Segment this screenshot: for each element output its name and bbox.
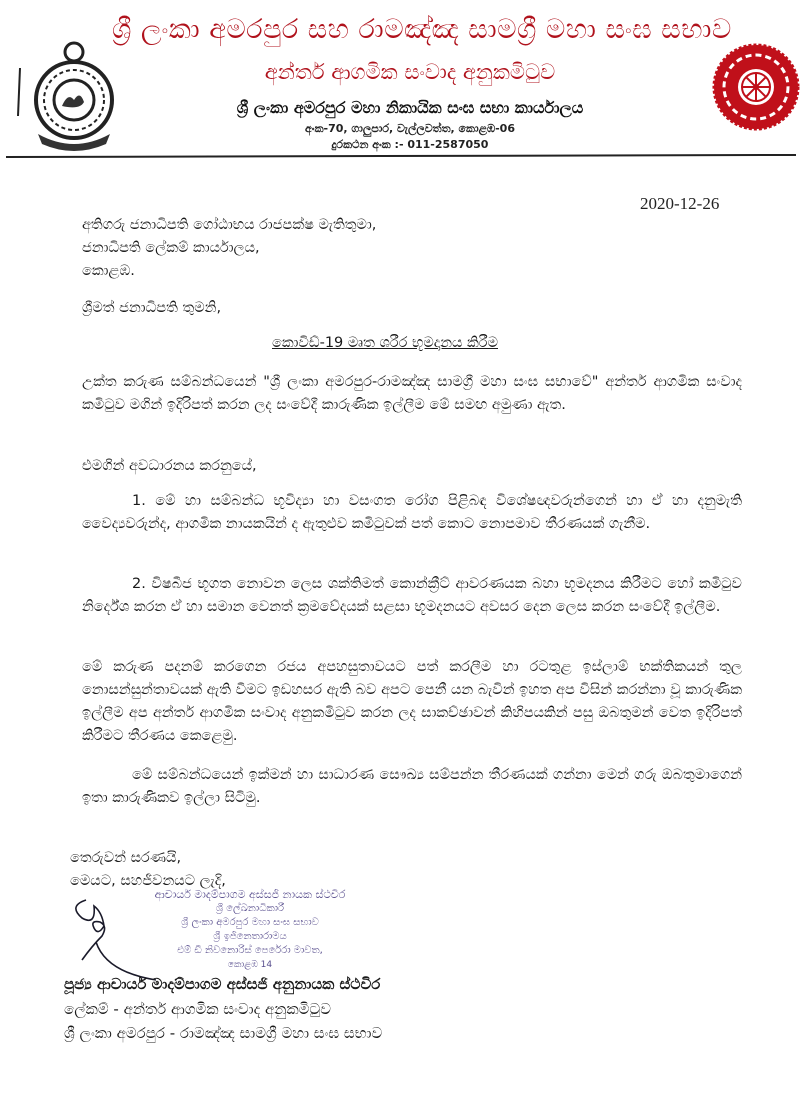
official-stamp <box>130 888 370 972</box>
letterhead-divider <box>6 154 796 158</box>
intro-paragraph: උක්ත කරුණ සම්බන්ධයෙන් "ශ්‍රී ලංකා අමරපුර-රාමඤ්ඤ සාමග්‍රී මහා සංඝ සභාවේ" අන්තර් ආගමික සංවාද කමිටුව මගින් ඉදිරිපත් කරන ලද සංවේදී කාරුණික ඉල්ලීම මේ සමඟ අමුණා ඇත. <box>82 374 742 413</box>
national-emblem-logo <box>16 38 116 154</box>
salutation: ශ්‍රීමත් ජනාධිපති තුමනි, <box>82 300 222 316</box>
letterhead-subtitle: අන්තර් ආගමික සංවාද අනුකමිටුව <box>264 60 556 84</box>
recipient-line: අතිගරු ජනාධිපති ගෝඨාභය රාජපක්ෂ මැතිතුමා, <box>82 217 377 233</box>
recipient-line: ජනාධිපති ලේකම් කාර්යාලය, <box>82 240 260 256</box>
signatory-role: ලේකම් - අන්තර් ආගමික සංවාද අනුකමිටුව <box>64 1000 331 1018</box>
subject-heading: කොවිඩ්-19 මෘත ශරීර භූමදානය කිරීම <box>272 335 498 351</box>
stamp-line: ශ්‍රී ලේඛනාධිකාරී <box>215 903 285 914</box>
paragraph-4: මේ සම්බන්ධයෙන් ඉක්මන් හා සාධාරණ සෞඛ්‍ය සම්පන්න තීරණයක් ගන්නා මෙන් ගරු ඔබතුමාගෙන් ඉතා කාරුණිකව ඉල්ලා සිටිමු. <box>82 767 742 806</box>
signatory-name: පූජ්‍ය ආචාර්ය මාදම්පාගම අස්සජි අනුනායක ස්ථවිර <box>64 975 381 993</box>
stamp-line: ආචාර්ය මාදම්පාගම අස්සජි නායක ස්ථවිර <box>154 888 346 901</box>
letter-date: 2020-12-26 <box>640 194 720 213</box>
closing-line: මෙයට, සහජීවනයට ලැදි, <box>70 873 226 889</box>
lead-in: එමගින් අවධාරනය කරනුයේ, <box>82 458 257 474</box>
closing-line: තෙරුවන් සරණයි, <box>70 850 182 866</box>
letterhead-title: ශ්‍රී ලංකා අමරපුර සහ රාමඤ්ඤ සාමග්‍රී මහා සංඝ සභාව <box>112 14 732 45</box>
stamp-line: ශ්‍රී ඉජිනෙතාරාමය <box>213 931 287 942</box>
dharma-wheel-seal-logo <box>712 43 800 131</box>
recipient-line: කොළඹ. <box>82 263 135 279</box>
letterhead-phone: දුරකථන අංක :- 011-2587050 <box>331 138 489 151</box>
stamp-line: කොළඹ 14 <box>227 960 273 970</box>
stamp-line: එම් ඩී නිවනොරිස් පෙරේරා මාවත, <box>177 945 323 956</box>
letterhead-office: ශ්‍රී ලංකා අමරපුර මහා නිකායික සංඝ සභා කාර්යාලය <box>236 98 584 117</box>
point-2: 2. විෂබීජ භූගත නොවන ලෙස ශක්තිමත් කොන්ක්‍රීට් ආවරණයක බහා භූමදනය කිරීමට හෝ කමිටුව නිර්දේශ කරන ඒ හා සමාන වෙනත් ක්‍රමවේදයක් සළසා භූමදනයට අවසර දෙන ලෙස කරන සංවේදී ඉල්ලීම. <box>82 576 742 615</box>
stamp-line: ශ්‍රී ලංකා අමරපුර මහා සංඝ සභාව <box>181 917 319 928</box>
point-1: 1. මේ හා සම්බන්ධ භූවිද්‍යා හා වසංගත රෝග පිළිබඳ විශේෂඥවරුන්ගෙන් හා ඒ හා දනුමැති වෛද්‍යවරුන්ද, ආගමික නායකයින් ද ඇතුළුව කමිටුවක් පත් කොට නොපමාව තීරණයක් ගැනීම. <box>82 493 742 532</box>
letterhead-address: අංක-70, ගාලුපාර, වැල්ලවත්ත, කොළඹ-06 <box>305 122 515 135</box>
signatory-organization: ශ්‍රී ලංකා අමරපුර - රාමඤ්ඤ සාමග්‍රී මහා සංඝ සභාව <box>64 1024 383 1042</box>
paragraph-3: මේ කරුණ පදනම් කරගෙන රජය අපහසුතාවයට පත් කරලීම හා රටතුළ ඉස්ලාම් භක්තිකයන් තුල නොසන්සුන්තාවයක් ඇති වීමට ඉඩහසර ඇති බව අපට පෙනී යන බැවින් ඉහත අප විසින් කරන්නා වූ කාරුණික ඉල්ලීම අප අන්තර් ආගමික සංවාද අනුකමිටුව කරන ලද සාකච්ඡාවන් කිහිපයකින් පසු ඔබතුමන් වෙත ඉදිරිපත් කිරීමට තීරණය කෙළෙමු. <box>82 659 742 744</box>
